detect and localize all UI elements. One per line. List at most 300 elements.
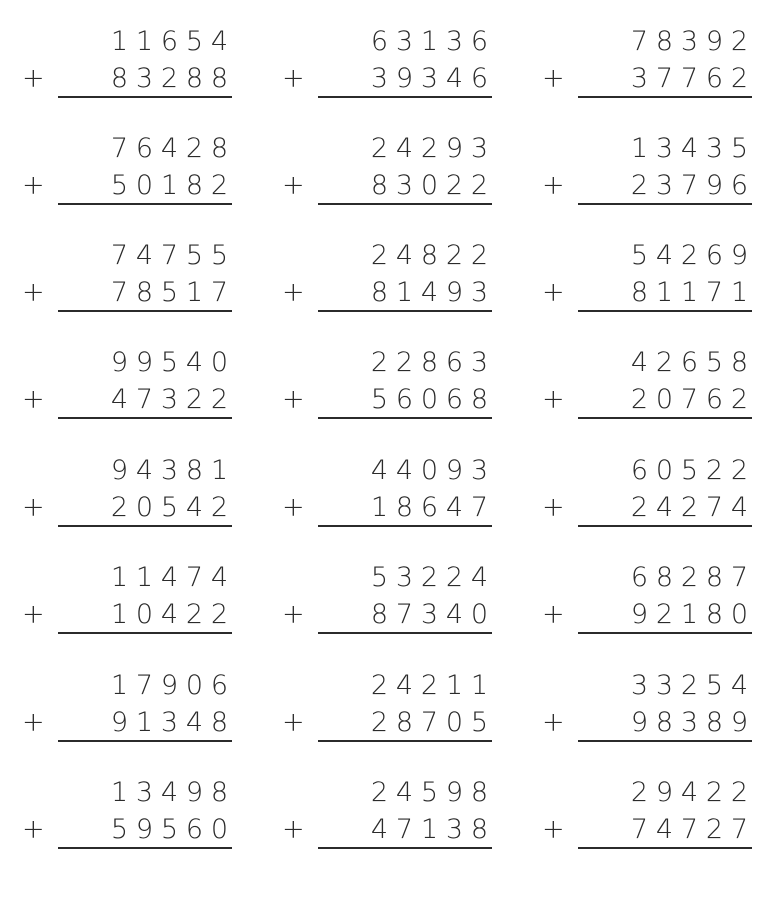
digit: 2 [110,492,129,523]
addition-problem [542,329,752,415]
addition-problem [22,329,232,415]
digit: 6 [160,26,179,57]
digit: 4 [630,347,649,378]
digit: 2 [630,170,649,201]
digit: 5 [630,240,649,271]
digit: 3 [445,26,464,57]
digit: 2 [370,240,389,271]
digit: 7 [395,814,414,845]
digit: 2 [395,347,414,378]
digit: 6 [730,170,749,201]
digit: 8 [420,347,439,378]
digit: 3 [420,63,439,94]
addition-problem [542,437,752,523]
digit: 1 [420,26,439,57]
plus-sign: + [542,277,565,308]
digit: 8 [705,599,724,630]
addend-top [367,240,492,272]
digit: 1 [110,562,129,593]
digit: 7 [110,240,129,271]
sum-line [58,203,232,205]
digit: 2 [680,670,699,701]
digit: 0 [655,384,674,415]
digit: 4 [185,492,204,523]
digit: 8 [185,63,204,94]
digit: 9 [730,707,749,738]
addition-problem [282,652,492,738]
digit: 5 [420,777,439,808]
digit: 7 [680,814,699,845]
plus-sign: + [282,170,305,201]
digit: 5 [210,240,229,271]
digit: 1 [470,670,489,701]
digit: 5 [185,240,204,271]
digit: 3 [655,670,674,701]
digit: 4 [185,347,204,378]
digit: 4 [160,777,179,808]
sum-line [578,96,752,98]
addition-problem [282,222,492,308]
sum-line [58,310,232,312]
digit: 8 [420,240,439,271]
digit: 8 [655,26,674,57]
addition-problem [542,652,752,738]
sum-line [578,632,752,634]
digit: 0 [730,599,749,630]
digit: 8 [210,777,229,808]
addend-top [107,347,232,379]
plus-sign: + [282,814,305,845]
digit: 7 [680,170,699,201]
sum-line [578,525,752,527]
addend-top [627,562,752,594]
digit: 6 [705,63,724,94]
sum-line [58,525,232,527]
addend-bottom [627,814,752,846]
plus-sign: + [542,707,565,738]
digit: 0 [655,455,674,486]
digit: 2 [420,670,439,701]
digit: 8 [470,814,489,845]
addend-top [627,133,752,165]
digit: 2 [210,170,229,201]
digit: 0 [470,599,489,630]
addition-problem [22,222,232,308]
digit: 8 [730,347,749,378]
addend-bottom [367,814,492,846]
addend-top [107,562,232,594]
sum-line [318,310,492,312]
digit: 6 [135,133,154,164]
digit: 2 [185,384,204,415]
digit: 4 [395,240,414,271]
plus-sign: + [22,599,45,630]
digit: 2 [420,133,439,164]
sum-line [58,632,232,634]
digit: 4 [135,240,154,271]
digit: 1 [730,277,749,308]
addend-top [627,26,752,58]
digit: 6 [705,384,724,415]
digit: 7 [135,384,154,415]
plus-sign: + [22,492,45,523]
digit: 5 [110,814,129,845]
sum-line [58,847,232,849]
digit: 2 [445,562,464,593]
digit: 7 [630,26,649,57]
digit: 3 [160,707,179,738]
sum-line [318,740,492,742]
sum-line [318,632,492,634]
addend-top [107,670,232,702]
sum-line [578,740,752,742]
digit: 8 [395,707,414,738]
digit: 7 [630,814,649,845]
plus-sign: + [22,814,45,845]
plus-sign: + [282,492,305,523]
digit: 2 [680,240,699,271]
digit: 2 [185,133,204,164]
sum-line [578,847,752,849]
digit: 3 [705,133,724,164]
addition-problem [22,115,232,201]
digit: 8 [110,63,129,94]
digit: 0 [420,384,439,415]
digit: 2 [370,347,389,378]
digit: 9 [395,63,414,94]
digit: 0 [135,492,154,523]
digit: 5 [730,133,749,164]
plus-sign: + [22,170,45,201]
plus-sign: + [282,384,305,415]
digit: 5 [370,562,389,593]
digit: 4 [110,384,129,415]
digit: 8 [705,707,724,738]
plus-sign: + [542,170,565,201]
addend-top [627,455,752,487]
digit: 0 [135,599,154,630]
digit: 3 [445,814,464,845]
digit: 5 [705,670,724,701]
digit: 4 [395,670,414,701]
addend-top [107,26,232,58]
addition-problem [542,544,752,630]
digit: 6 [395,384,414,415]
digit: 8 [370,170,389,201]
digit: 5 [705,347,724,378]
sum-line [58,417,232,419]
addend-bottom [367,277,492,309]
digit: 1 [135,26,154,57]
digit: 4 [395,455,414,486]
digit: 4 [370,814,389,845]
digit: 1 [370,492,389,523]
digit: 2 [210,492,229,523]
digit: 7 [185,562,204,593]
addend-bottom [627,170,752,202]
digit: 6 [445,347,464,378]
addition-problem [542,8,752,94]
plus-sign: + [542,63,565,94]
digit: 3 [680,26,699,57]
digit: 1 [680,599,699,630]
digit: 2 [370,707,389,738]
digit: 9 [655,777,674,808]
digit: 7 [420,707,439,738]
digit: 0 [185,670,204,701]
digit: 9 [630,599,649,630]
digit: 4 [210,26,229,57]
digit: 6 [445,384,464,415]
digit: 2 [470,170,489,201]
digit: 1 [395,277,414,308]
digit: 4 [445,492,464,523]
addend-bottom [367,63,492,95]
addition-problem [282,544,492,630]
addend-top [367,562,492,594]
digit: 4 [680,777,699,808]
digit: 2 [730,455,749,486]
digit: 6 [420,492,439,523]
digit: 6 [210,670,229,701]
addition-problem [282,329,492,415]
plus-sign: + [282,63,305,94]
addend-top [627,347,752,379]
digit: 7 [110,277,129,308]
addend-bottom [627,384,752,416]
addend-bottom [107,63,232,95]
digit: 6 [680,347,699,378]
addend-top [627,240,752,272]
digit: 4 [730,492,749,523]
digit: 5 [370,384,389,415]
digit: 3 [160,455,179,486]
digit: 3 [135,63,154,94]
addend-top [107,455,232,487]
digit: 2 [730,777,749,808]
digit: 8 [370,277,389,308]
digit: 8 [655,562,674,593]
digit: 9 [705,26,724,57]
digit: 4 [185,707,204,738]
digit: 8 [370,599,389,630]
digit: 3 [630,63,649,94]
addition-problem [22,759,232,845]
digit: 2 [705,455,724,486]
sum-line [578,417,752,419]
digit: 9 [730,240,749,271]
digit: 9 [110,347,129,378]
addition-problem [282,115,492,201]
addend-top [107,240,232,272]
digit: 4 [135,455,154,486]
digit: 3 [470,347,489,378]
addend-top [107,133,232,165]
addition-problem [282,759,492,845]
digit: 2 [730,63,749,94]
digit: 8 [210,63,229,94]
digit: 9 [110,455,129,486]
addend-top [367,455,492,487]
digit: 4 [655,814,674,845]
digit: 4 [680,133,699,164]
plus-sign: + [22,277,45,308]
digit: 3 [630,670,649,701]
digit: 3 [395,170,414,201]
digit: 9 [110,707,129,738]
digit: 8 [470,777,489,808]
digit: 4 [395,777,414,808]
digit: 2 [185,599,204,630]
addition-problem [22,8,232,94]
addend-bottom [627,599,752,631]
digit: 4 [420,277,439,308]
digit: 5 [470,707,489,738]
digit: 8 [210,707,229,738]
digit: 7 [110,133,129,164]
plus-sign: + [22,707,45,738]
addend-bottom [627,63,752,95]
digit: 7 [470,492,489,523]
digit: 2 [420,562,439,593]
addition-problem [22,652,232,738]
digit: 3 [470,277,489,308]
digit: 3 [395,26,414,57]
digit: 3 [420,599,439,630]
plus-sign: + [282,707,305,738]
digit: 3 [680,707,699,738]
digit: 9 [135,814,154,845]
digit: 0 [210,347,229,378]
digit: 6 [630,562,649,593]
digit: 7 [135,670,154,701]
digit: 7 [705,492,724,523]
digit: 1 [110,26,129,57]
digit: 1 [135,562,154,593]
digit: 2 [705,814,724,845]
digit: 6 [470,63,489,94]
digit: 1 [420,814,439,845]
digit: 1 [135,707,154,738]
digit: 7 [395,599,414,630]
addition-problem [282,437,492,523]
digit: 4 [445,63,464,94]
digit: 4 [470,562,489,593]
digit: 7 [210,277,229,308]
digit: 2 [680,562,699,593]
digit: 3 [135,777,154,808]
digit: 1 [110,777,129,808]
digit: 4 [160,133,179,164]
digit: 3 [655,133,674,164]
addend-bottom [107,599,232,631]
digit: 8 [655,707,674,738]
addition-problem [282,8,492,94]
addend-bottom [367,170,492,202]
digit: 5 [160,277,179,308]
digit: 2 [630,384,649,415]
digit: 9 [135,347,154,378]
digit: 0 [420,170,439,201]
digit: 9 [630,707,649,738]
addend-top [367,347,492,379]
digit: 3 [160,384,179,415]
digit: 2 [655,599,674,630]
sum-line [578,203,752,205]
digit: 4 [395,133,414,164]
sum-line [318,96,492,98]
sum-line [318,417,492,419]
addition-problem [22,544,232,630]
plus-sign: + [542,599,565,630]
plus-sign: + [282,599,305,630]
digit: 6 [185,814,204,845]
addend-bottom [627,492,752,524]
digit: 9 [185,777,204,808]
addition-problem [542,222,752,308]
sum-line [318,847,492,849]
digit: 2 [210,599,229,630]
digit: 8 [135,277,154,308]
digit: 2 [210,384,229,415]
addend-bottom [107,384,232,416]
digit: 4 [655,492,674,523]
addition-problem [542,115,752,201]
digit: 8 [395,492,414,523]
addend-bottom [107,814,232,846]
addend-bottom [367,492,492,524]
digit: 6 [705,240,724,271]
digit: 8 [470,384,489,415]
digit: 7 [655,63,674,94]
digit: 4 [160,562,179,593]
addend-top [107,777,232,809]
digit: 6 [630,455,649,486]
addend-bottom [367,599,492,631]
digit: 1 [160,170,179,201]
addend-top [367,26,492,58]
digit: 6 [470,26,489,57]
digit: 1 [630,133,649,164]
digit: 4 [160,599,179,630]
digit: 3 [370,63,389,94]
addend-top [367,133,492,165]
digit: 3 [655,170,674,201]
addend-bottom [367,384,492,416]
digit: 2 [655,347,674,378]
digit: 0 [420,455,439,486]
digit: 2 [370,777,389,808]
digit: 2 [705,777,724,808]
plus-sign: + [542,492,565,523]
addend-bottom [107,170,232,202]
digit: 7 [730,814,749,845]
addition-problem [22,437,232,523]
digit: 8 [630,277,649,308]
digit: 2 [470,240,489,271]
digit: 3 [470,455,489,486]
addend-bottom [107,707,232,739]
plus-sign: + [542,814,565,845]
digit: 8 [705,562,724,593]
digit: 0 [445,707,464,738]
digit: 7 [160,240,179,271]
digit: 9 [445,455,464,486]
digit: 4 [370,455,389,486]
digit: 8 [210,133,229,164]
digit: 1 [445,670,464,701]
digit: 4 [655,240,674,271]
